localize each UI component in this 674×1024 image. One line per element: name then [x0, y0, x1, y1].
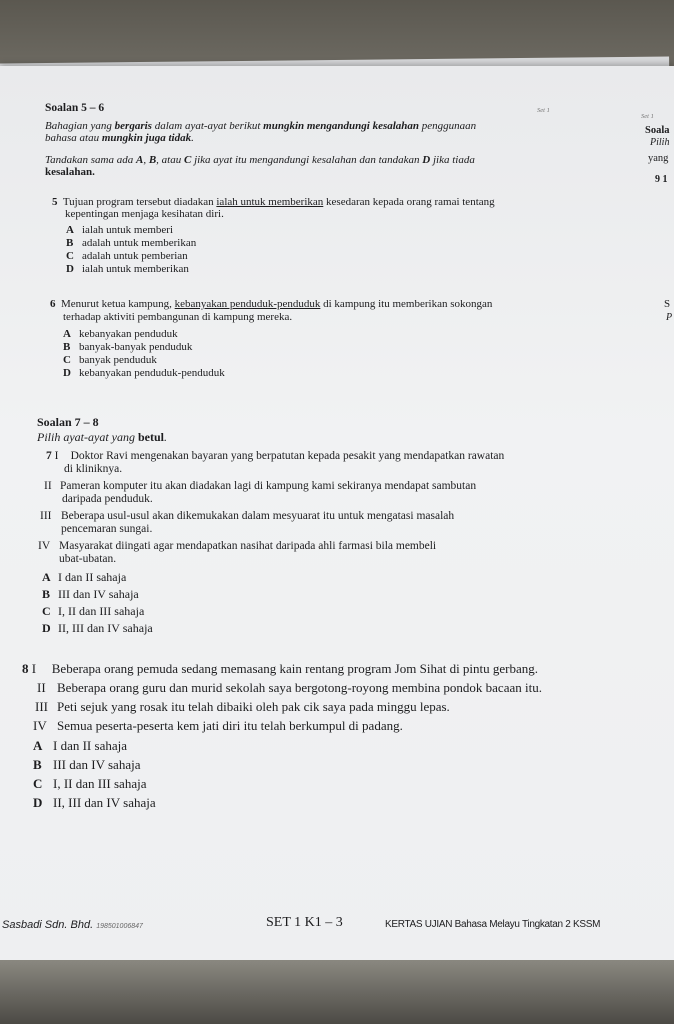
question-6-stem-line-2: terhadap aktiviti pembangunan di kampung mereka.: [63, 311, 293, 323]
question-5-stem: 5 Tujuan program tersebut diadakan ialah untuk memberikan kesedaran kepada orang ramai tentang: [52, 196, 495, 208]
question-7-option-b[interactable]: B III dan IV sahaja: [42, 587, 139, 601]
instruction-line-4: kesalahan.: [45, 166, 95, 178]
question-8-statement-1: 8 I Beberapa orang pemuda sedang memasang kain rentang program Jom Sihat di pintu gerbang.: [22, 661, 539, 676]
set-mark-right: Set 1: [641, 113, 654, 120]
background-bottom: [0, 960, 674, 1024]
instruction-select-correct: Pilih ayat-ayat yang betul.: [37, 430, 167, 444]
question-7-option-a[interactable]: A I dan II sahaja: [42, 570, 127, 584]
question-8-option-b[interactable]: B III dan IV sahaja: [33, 757, 141, 772]
question-6-option-a[interactable]: A kebanyakan penduduk: [63, 328, 178, 340]
footer-publisher: Sasbadi Sdn. Bhd. 198501006847: [2, 919, 143, 931]
footer-set-code: SET 1 K1 – 3: [266, 915, 343, 930]
question-5-option-d[interactable]: D ialah untuk memberikan: [66, 263, 189, 275]
question-6-stem: 6 Menurut ketua kampung, kebanyakan penduduk-penduduk di kampung itu memberikan sokongan: [50, 298, 493, 310]
question-7-statement-1-line-2: di kliniknya.: [64, 463, 123, 475]
question-5-option-a[interactable]: A ialah untuk memberi: [66, 224, 174, 236]
question-8-option-a[interactable]: A I dan II sahaja: [33, 738, 127, 753]
right-fragment-3: yang: [648, 153, 669, 164]
question-7-statement-3-line-2: pencemaran sungai.: [61, 523, 153, 535]
exam-page: [0, 66, 674, 984]
right-fragment-5: S: [664, 298, 671, 310]
section-title-5-6: Soalan 5 – 6: [45, 102, 105, 114]
question-8-option-d[interactable]: D II, III dan IV sahaja: [33, 795, 156, 810]
section-title-7-8: Soalan 7 – 8: [37, 415, 99, 429]
right-fragment-1: Soala: [645, 125, 670, 136]
question-8-statement-2: II Beberapa orang guru dan murid sekolah saya bergotong-royong membina pondok bacaan itu.: [37, 680, 542, 695]
question-5-stem-line-2: kepentingan menjaga kesihatan diri.: [65, 208, 224, 220]
right-fragment-2: Pilih: [650, 137, 670, 148]
question-6-option-d[interactable]: D kebanyakan penduduk-penduduk: [63, 367, 225, 379]
question-7-statement-1: 7 I Doktor Ravi mengenakan bayaran yang berpatutan kepada pesakit yang mendapatkan rawatan: [46, 450, 505, 462]
question-6-option-b[interactable]: B banyak-banyak penduduk: [63, 341, 193, 353]
footer-paper-title: KERTAS UJIAN Bahasa Melayu Tingkatan 2 KSSM: [385, 919, 601, 930]
right-fragment-4: 9 1: [655, 174, 668, 185]
question-5-option-b[interactable]: B adalah untuk memberikan: [66, 237, 197, 249]
instruction-line-3: Tandakan sama ada A, B, atau C jika ayat itu mengandungi kesalahan dan tandakan D jika tiada: [45, 154, 475, 166]
question-8-statement-3: III Peti sejuk yang rosak itu telah dibaiki oleh pak cik saya pada minggu lepas.: [35, 699, 450, 714]
set-mark-center: Set 1: [537, 107, 550, 114]
question-5-option-c[interactable]: C adalah untuk pemberian: [66, 250, 188, 262]
question-7-statement-4: IV Masyarakat diingati agar mendapatkan nasihat daripada ahli farmasi bila membeli: [38, 540, 437, 552]
question-7-option-c[interactable]: C I, II dan III sahaja: [42, 604, 145, 618]
question-7-statement-4-line-2: ubat-ubatan.: [59, 553, 117, 565]
question-7-statement-3: III Beberapa usul-usul akan dikemukakan dalam mesyuarat itu untuk mengatasi masalah: [40, 510, 455, 522]
instruction-line-1: Bahagian yang bergaris dalam ayat-ayat berikut mungkin mengandungi kesalahan penggunaan: [45, 120, 477, 132]
question-7-option-d[interactable]: D II, III dan IV sahaja: [42, 621, 153, 635]
question-7-statement-2-line-2: daripada penduduk.: [62, 493, 153, 505]
right-fragment-6: P: [666, 312, 673, 323]
question-8-option-c[interactable]: C I, II dan III sahaja: [33, 776, 147, 791]
instruction-line-2: bahasa atau mungkin juga tidak.: [45, 132, 194, 144]
question-7-statement-2: II Pameran komputer itu akan diadakan lagi di kampung kami sekiranya mendapat sambutan: [44, 480, 477, 492]
question-8-statement-4: IV Semua peserta-peserta kem jati diri itu telah berkumpul di padang.: [33, 718, 403, 733]
question-6-option-c[interactable]: C banyak penduduk: [63, 354, 157, 366]
